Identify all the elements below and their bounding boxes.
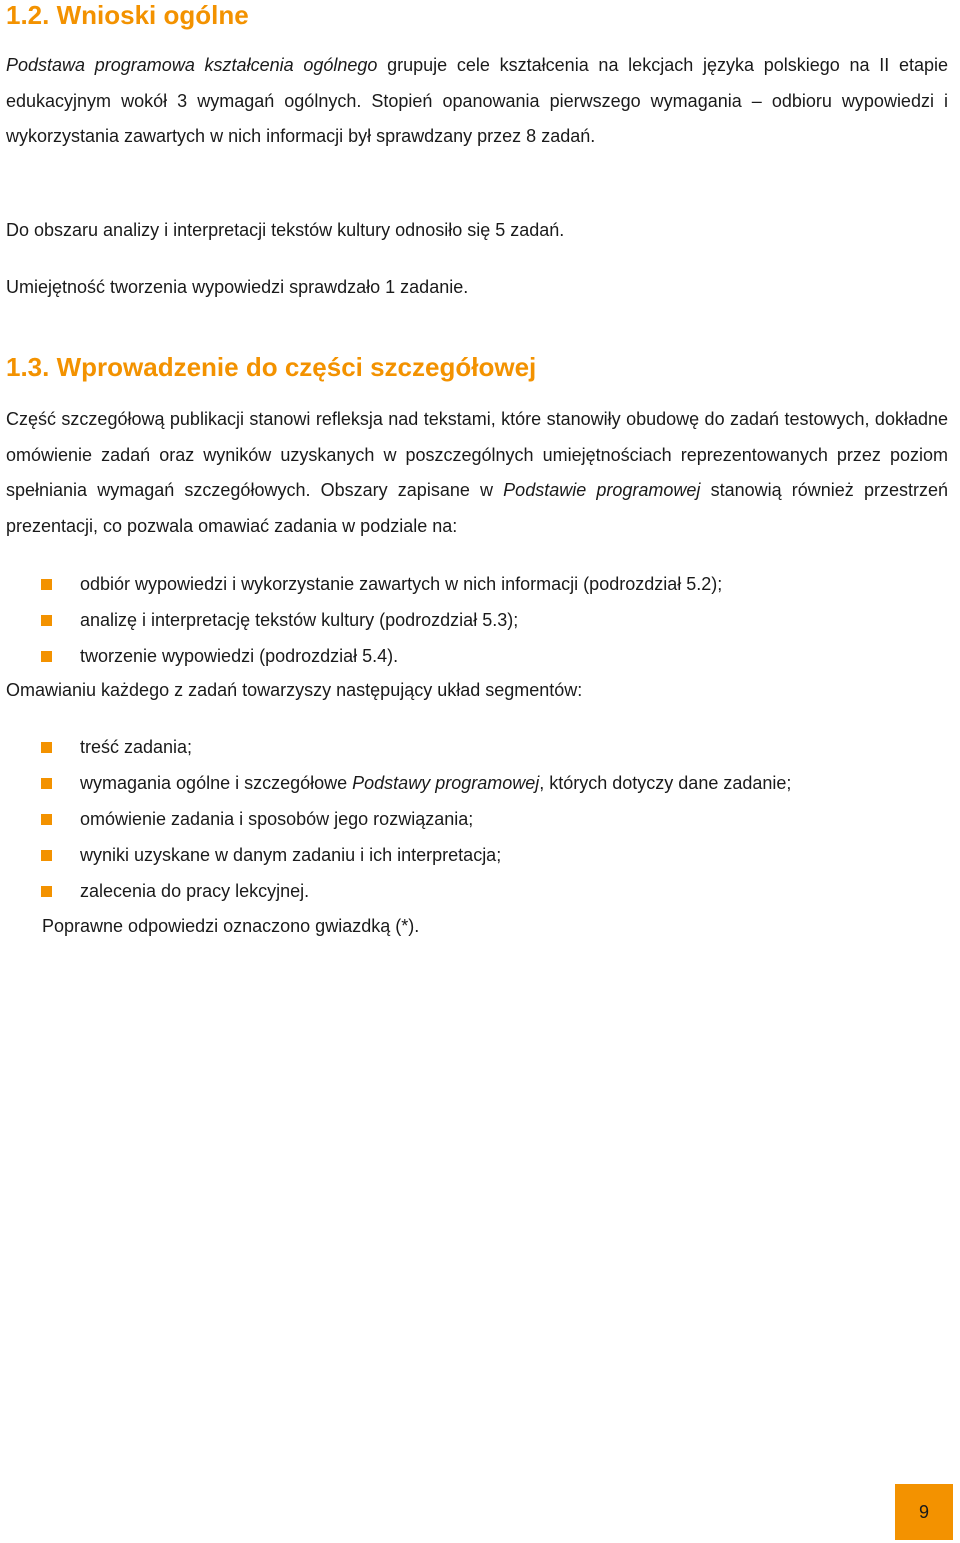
- italic-podstawie-programowej: Podstawie programowej: [503, 480, 701, 500]
- italic-podstawa-programowa: Podstawa programowa kształcenia ogólnego: [6, 55, 378, 75]
- page-number-badge: [895, 1484, 953, 1540]
- square-bullet-icon: [41, 814, 52, 825]
- paragraph-czesc-szczegolowa: [6, 402, 948, 544]
- heading-wnioski-ogolne: 1.2. Wnioski ogólne: [6, 0, 249, 30]
- list-item-text: treść zadania;: [80, 737, 193, 757]
- italic-podstawy-programowej: Podstawy programowej: [352, 773, 540, 793]
- list-item-text: odbiór wypowiedzi i wykorzystanie zawartych w nich informacji (podrozdział 5.2);: [80, 574, 723, 594]
- heading-wprowadzenie: 1.3. Wprowadzenie do części szczegółowej: [6, 352, 537, 382]
- list-item-text-b: , których dotyczy dane zadanie;: [539, 773, 792, 793]
- square-bullet-icon: [41, 850, 52, 861]
- list-item-text: omówienie zadania i sposobów jego rozwiązania;: [80, 809, 474, 829]
- square-bullet-icon: [41, 579, 52, 590]
- list-obszary: [6, 566, 948, 674]
- list-item-text: analizę i interpretację tekstów kultury (podrozdział 5.3);: [80, 610, 519, 630]
- list-item: [6, 638, 948, 674]
- paragraph-podstawa-programowa: [6, 48, 948, 155]
- list-item: [6, 873, 948, 909]
- list-item-text: tworzenie wypowiedzi (podrozdział 5.4).: [80, 646, 399, 666]
- list-item: [6, 765, 948, 801]
- square-bullet-icon: [41, 651, 52, 662]
- list-item-text: wyniki uzyskane w danym zadaniu i ich interpretacja;: [80, 845, 502, 865]
- square-bullet-icon: [41, 742, 52, 753]
- intro-text-b: stanowią również przestrzeń prezentacji, co pozwala omawiać zadania w podziale na:: [6, 480, 948, 536]
- paragraph-tworzenie-text: Umiejętność tworzenia wypowiedzi sprawdzało 1 zadanie.: [6, 277, 469, 297]
- list-item: [6, 801, 948, 837]
- paragraph-poprawne-odpowiedzi: [42, 909, 960, 945]
- paragraph-analiza-text: Do obszaru analizy i interpretacji tekstów kultury odnosiło się 5 zadań.: [6, 220, 565, 240]
- list-item: [6, 602, 948, 638]
- paragraph-omawianie-text: Omawianiu każdego z zadań towarzyszy następujący układ segmentów:: [6, 680, 583, 700]
- list-item-text-a: wymagania ogólne i szczegółowe: [80, 773, 353, 793]
- list-item: [6, 837, 948, 873]
- square-bullet-icon: [41, 615, 52, 626]
- paragraph-tworzenie-wypowiedzi: [6, 270, 948, 306]
- page-number: 9: [918, 1501, 929, 1522]
- list-item: [6, 566, 948, 602]
- list-item-text: zalecenia do pracy lekcyjnej.: [80, 881, 310, 901]
- intro-text-a: Część szczegółową publikacji stanowi refleksja nad tekstami, które stanowiły obudowę do zadań testowych, dokładne omówienie zadań oraz wyników uzyskanych w poszczególnych umiejętnościach reprezentowanych przez poziom spełniania wymagań szczegółowych. Obszary zapisane w: [6, 409, 948, 500]
- list-item: [6, 729, 948, 765]
- list-segmenty: [6, 729, 948, 909]
- paragraph-analiza-interpretacja: [6, 213, 948, 249]
- square-bullet-icon: [41, 778, 52, 789]
- paragraph-omawianie: [6, 673, 948, 709]
- paragraph-poprawne-text: Poprawne odpowiedzi oznaczono gwiazdką (*).: [42, 916, 420, 936]
- square-bullet-icon: [41, 886, 52, 897]
- paragraph-podstawa-rest: grupuje cele kształcenia na lekcjach języka polskiego na II etapie edukacyjnym wokół 3 wymagań ogólnych. Stopień opanowania pierwszego wymagania – odbioru wypowiedzi i wykorzystania zawartych w nich informacji był sprawdzany przez 8 zadań.: [6, 55, 948, 146]
